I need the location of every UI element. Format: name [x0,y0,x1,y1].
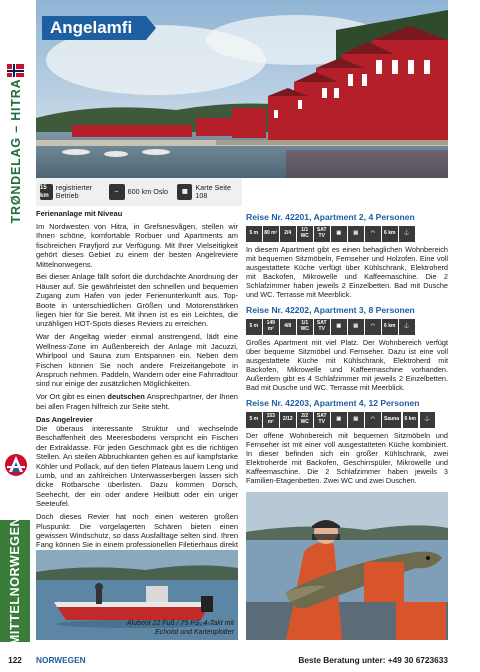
page-footer [0,648,448,672]
sat-tv-icon: SAT TV [314,226,330,242]
wifi-icon: ◠ [365,319,381,335]
distance-sea-icon: 5 m [246,319,262,335]
bathroom-icon: 1/1 WC [297,226,313,242]
apartment-block [246,212,448,299]
sauna-icon: Sauna [382,412,401,428]
info-registered: 15 km registrierter Betrieb [40,182,93,200]
fishing-icon: ⚓ [399,319,415,335]
apartment-block [246,305,448,392]
page-title: Angelamfi [42,16,146,40]
shop-distance-icon: 6 km [382,319,398,335]
distance-sea-icon: 5 m [246,226,262,242]
bedrooms-icon: 2/4 [280,226,296,242]
paragraph: Doch dieses Revier hat noch einen weiteren großen Pluspunkt: Die vorgelagerten Schären bieten einen gewissen Windschutz, so dass Ausfalltage selten sind. Ihren Fang können Sie in einem professionellen Filetierhaus direkt [36,512,238,550]
info-distance: ⇔ 600 km Oslo [105,184,174,200]
paragraph: Bei dieser Anlage fällt sofort die durchdachte Anordnung der Häuser auf. Sie gewährleistet den schnellen und bequemen Zugang zum Hafen von jeder Ferienunterkunft aus. Top-Boote in unterschiedlichen Größen und Motorenstärken liegen hier für Sie bereit. Mit ihnen ist es ein Leichtes, die unzähligen HOT-Spots dieses Reviers zu erreichen. [36,272,238,329]
side-band [0,0,30,672]
amenity-icons [246,412,448,428]
boat-photo [36,550,238,640]
apartment-title: Reise Nr. 42202, Apartment 3, 8 Personen [246,305,415,316]
bathroom-icon: 2/2 WC [297,412,313,428]
norway-flag-icon [7,64,24,77]
info-strip [36,178,242,206]
bedrooms-icon: 4/8 [280,319,296,335]
paragraph: Die überaus interessante Struktur und wechselnde Beschaffenheit des Meeresbodens verspricht ein Fischen der Extraklasse. Für jeden Geschmack gibt es die richtigen Stellen. An steilen Abbruchkanten gehen es auf kampfstarke Köhler und Pollack, auf den tiefen Plateaus lauern Leng und Lumb, und an zahlreichen Unterwasserbergen lassen sich dicke Rotbarsche überlisten. Dazu kommen Dorsch, Seehecht, der ein oder andere Heilbutt oder ein uriger Seeteufel. [36,424,238,509]
apartment-title: Reise Nr. 42203, Apartment 4, 12 Personen [246,398,420,409]
wifi-icon: ◠ [365,412,381,428]
apartment-description: In diesem Apartment gibt es einen behaglichen Wohnbereich mit bequemen Sitzmöbeln, Fernseher und Holzofen. Eine voll ausgestattete Küche verfügt über Kühlschrank, Elektroherd mit Backofen, Mikrowelle und Kaffeemaschine. Die 2 Schlafzimmer haben jeweils 2 Einzelbetten. Bad mit Dusche und WC. Terrasse mit Meerblick. [246,244,448,299]
apartments-column [246,212,448,491]
dishwasher-icon: ▤ [348,319,364,335]
bedrooms-icon: 2/12 [280,412,296,428]
distance-icon: ⇔ [109,184,125,200]
washer-icon: ▣ [331,319,347,335]
map-icon: ▦ [177,184,192,200]
shop-distance-icon: 6 km [382,226,398,242]
dishwasher-icon: ▤ [348,412,364,428]
apartment-description: Großes Apartment mit viel Platz. Der Wohnbereich verfügt über bequeme Sitzmöbel und Fernseher. Dazu ist eine voll ausgestattete Küche mit Kühlschrank, Elektroherd mit Backofen, Mikrowelle und Kaffeemaschine vorhanden. Außerdem gibt es 4 Schlafzimmer mit jeweils 2 Einzelbetten. Bad mit Dusche und WC. Terrasse mit Meerblick. [246,337,448,393]
footer-contact: Beste Beratung unter: +49 30 6723633 [298,655,448,665]
apartment-title: Reise Nr. 42201, Apartment 2, 4 Personen [246,212,415,222]
area-icon: 80 m² [263,226,279,242]
page-number: 122 [8,655,22,665]
paragraph: Im Nordwesten von Hitra, in Grefsnesvågen, stellen wir Ihnen schöne, komfortable Rorbuer und Apartments am fischreichen Frøyfjord zur Verfügung. Mit Ihrer Vielseitigkeit gehört dieses Gebiet zu einem der besten Angelreviere Mittelnorwegens. [36,221,238,269]
angler-photo [246,492,448,640]
amenity-icons [246,319,448,335]
region-label: TRØNDELAG – HITRA [9,78,23,224]
paragraph: War der Angeltag wieder einmal anstrengend, lädt eine Wellness-Zone im Außenbereich der Anlage mit Jacuzzi, Whirlpool und Sauna zum Entspannen ein. Neben dem Fischen können Sie noch andere Freizeitangebote in Anspruch nehmen. Paddeln, Wandern oder eine Fahrradtour sind nur einige der zusätzlichen Möglichkeiten. [36,332,238,389]
fishing-icon: ⚓ [399,226,415,242]
footer-country: NORWEGEN [36,655,86,665]
description-column [36,209,238,563]
apartment-description: Der offene Wohnbereich mit bequemen Sitzmöbeln und Fernseher ist mit einer voll ausgestatteten Küche kombiniert. In dieser befinden sich ein großer Kühlschrank, zwei Elektroherde mit Backofen, Geschirrspüler, Mikrowelle und Kaffeemaschine. Die 2 Schlafzimmer haben jeweils 3 Familien-Etagenbetten. Zwei WC und zwei Duschen. [246,430,448,486]
apartment-block [246,398,448,485]
amenity-icons [246,226,448,242]
sat-tv-icon: SAT TV [314,319,330,335]
sat-tv-icon: SAT TV [314,412,330,428]
dishwasher-icon: ▤ [348,226,364,242]
info-map: ▦ Karte Seite 108 [173,184,242,201]
paragraph-contact: Vor Ort gibt es einen deutschen Ansprechpartner, der Ihnen bei allen Fragen hilfreich zur Seite steht. [36,392,238,411]
brand-logo-icon [4,452,28,478]
shop-distance-icon: 6 km [403,412,419,428]
heading-angelrevier: Das Angelrevier [36,414,93,424]
washer-icon: ▣ [331,412,347,428]
area-icon: 149 m² [263,319,279,335]
bathroom-icon: 1/1 WC [297,319,313,335]
country-band: MITTELNORWEGEN [0,520,30,642]
wifi-icon: ◠ [365,226,381,242]
boat-caption: Aluboot 22 Fuß / 75 PS, 4-Takt mit Echolot und Kartenplotter [126,620,234,636]
fishing-icon: ⚓ [420,412,436,428]
registered-operator-icon: 15 km [40,184,53,200]
area-icon: 153 m² [263,412,279,428]
washer-icon: ▣ [331,226,347,242]
distance-sea-icon: 5 m [246,412,262,428]
heading-ferienanlage: Ferienanlage mit Niveau [36,209,123,218]
